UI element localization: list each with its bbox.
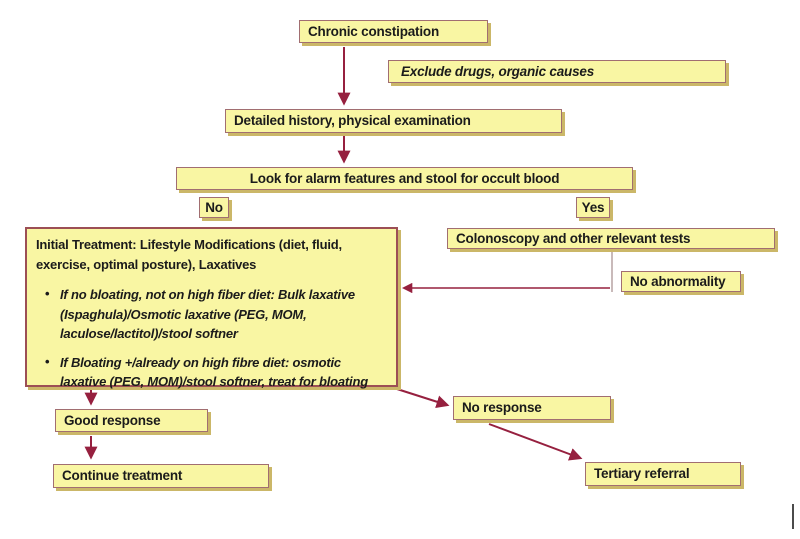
initial-treatment-header: Initial Treatment: Lifestyle Modifications (diet, fluid, exercise, optimal posture), Laxatives <box>36 237 342 272</box>
node-label: No <box>205 199 223 215</box>
treatment-bullet-2-text: If Bloating +/already on high fibre diet: osmotic laxative (PEG, MOM)/stool softner, treat for bloating <box>60 354 368 389</box>
node-tertiary-referral <box>585 462 741 486</box>
treatment-bullet-2 <box>36 353 386 392</box>
node-no-response <box>453 396 611 420</box>
branch-label-no <box>199 197 229 218</box>
node-label: Chronic constipation <box>308 23 440 39</box>
initial-treatment-bullets <box>36 285 386 392</box>
treatment-bullet-1 <box>36 285 386 344</box>
arrow-noresponse-to-tertiary <box>489 424 580 458</box>
node-label: Continue treatment <box>62 468 183 484</box>
node-exclude-drugs <box>388 60 726 83</box>
node-label: Colonoscopy and other relevant tests <box>456 230 691 246</box>
node-good-response <box>55 409 208 432</box>
node-label: Good response <box>64 412 161 428</box>
text-cursor-mark <box>792 504 794 529</box>
node-no-abnormality <box>621 271 741 292</box>
node-label: Detailed history, physical examination <box>234 113 471 129</box>
node-label: Exclude drugs, organic causes <box>401 63 595 79</box>
node-label: Yes <box>581 199 605 215</box>
node-label: No abnormality <box>630 273 726 289</box>
node-colonoscopy <box>447 228 775 249</box>
node-label: Look for alarm features and stool for occult blood <box>249 170 560 186</box>
treatment-bullet-1-text: If no bloating, not on high fiber diet: Bulk laxative (Ispaghula)/Osmotic laxative (PEG, MOM, laculose/lactitol)/stool softner <box>60 287 355 341</box>
node-label: No response <box>462 400 542 416</box>
node-detailed-history <box>225 109 562 133</box>
branch-label-yes <box>576 197 610 218</box>
node-label: Tertiary referral <box>594 466 690 482</box>
arrow-treatment-to-noresponse <box>397 389 447 405</box>
node-initial-treatment <box>25 227 398 387</box>
node-continue-treatment <box>53 464 269 488</box>
node-alarm-features <box>176 167 633 190</box>
node-chronic-constipation <box>299 20 488 43</box>
